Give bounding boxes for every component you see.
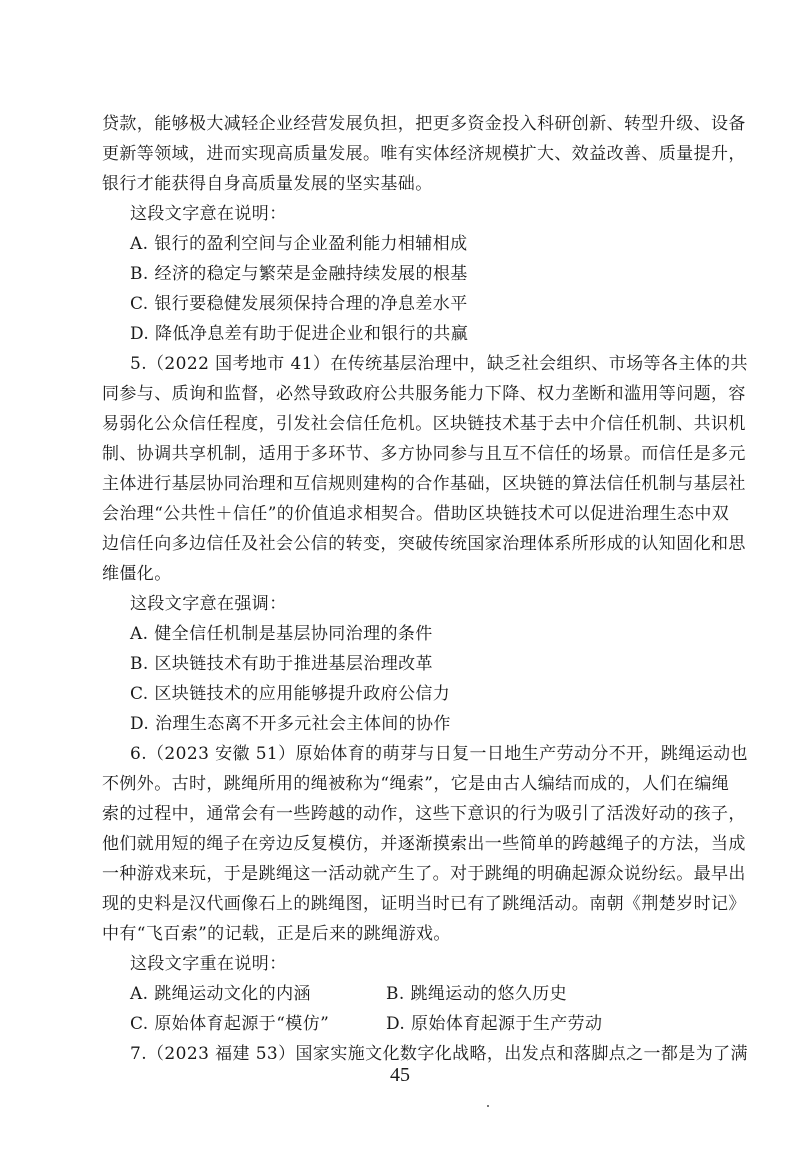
- paragraph-line: 边信任向多边信任及社会公信的转变，突破传统国家治理体系所形成的认知固化和思: [102, 534, 746, 554]
- option-d: D. 原始体育起源于生产劳动: [386, 1014, 603, 1034]
- option-d: D. 治理生态离不开多元社会主体间的协作: [130, 714, 451, 734]
- page-number: 45: [390, 1064, 410, 1086]
- paragraph-line: 贷款，能够极大减轻企业经营发展负担，把更多资金投入科研创新、转型升级、设备: [102, 114, 746, 134]
- paragraph-line: 主体进行基层协同治理和互信规则建构的合作基础，区块链的算法信任机制与基层社: [102, 474, 746, 494]
- question-header: 5.（2022 国考地市 41）在传统基层治理中，缺乏社会组织、市场等各主体的共: [130, 354, 748, 374]
- paragraph-line: 现的史料是汉代画像石上的跳绳图，证明当时已有了跳绳活动。南朝《荆楚岁时记》: [102, 894, 746, 914]
- paragraph-line: 制、协调共享机制，适用于多环节、多方协同参与且互不信任的场景。而信任是多元: [102, 444, 746, 464]
- question-prompt: 这段文字意在说明：: [130, 204, 287, 224]
- paragraph-line: 会治理“公共性＋信任”的价值追求相契合。借助区块链技术可以促进治理生态中双: [102, 504, 730, 524]
- option-a: A. 跳绳运动文化的内涵: [130, 984, 311, 1004]
- option-c: C. 银行要稳健发展须保持合理的净息差水平: [130, 294, 468, 314]
- paragraph-line: 易弱化公众信任程度，引发社会信任危机。区块链技术基于去中介信任机制、共识机: [102, 414, 746, 434]
- option-a: A. 健全信任机制是基层协同治理的条件: [130, 624, 433, 644]
- question-prompt: 这段文字意在强调：: [130, 594, 287, 614]
- option-b: B. 区块链技术有助于推进基层治理改革: [130, 654, 433, 674]
- paragraph-line: 更新等领域，进而实现高质量发展。唯有实体经济规模扩大、效益改善、质量提升，: [102, 144, 746, 164]
- scan-speck: [487, 1105, 489, 1107]
- paragraph-line: 银行才能获得自身高质量发展的坚实基础。: [102, 174, 433, 194]
- option-c: C. 区块链技术的应用能够提升政府公信力: [130, 684, 451, 704]
- option-b: B. 跳绳运动的悠久历史: [386, 984, 568, 1004]
- option-b: B. 经济的稳定与繁荣是金融持续发展的根基: [130, 264, 468, 284]
- question-prompt: 这段文字重在说明：: [130, 954, 287, 974]
- question-header: 7.（2023 福建 53）国家实施文化数字化战略，出发点和落脚点之一都是为了满: [130, 1044, 748, 1064]
- paragraph-line: 维僵化。: [102, 564, 172, 584]
- question-header: 6.（2023 安徽 51）原始体育的萌芽与日复一日地生产劳动分不开，跳绳运动也: [130, 744, 748, 764]
- option-a: A. 银行的盈利空间与企业盈利能力相辅相成: [130, 234, 468, 254]
- paragraph-line: 不例外。古时，跳绳所用的绳被称为“绳索”，它是由古人编结而成的，人们在编绳: [102, 774, 730, 794]
- paragraph-line: 一种游戏来玩，于是跳绳这一活动就产生了。对于跳绳的明确起源众说纷纭。最早出: [102, 864, 746, 884]
- option-c: C. 原始体育起源于“模仿”: [130, 1014, 330, 1034]
- paragraph-line: 索的过程中，通常会有一些跨越的动作，这些下意识的行为吸引了活泼好动的孩子，: [102, 804, 746, 824]
- option-d: D. 降低净息差有助于促进企业和银行的共赢: [130, 324, 469, 344]
- paragraph-line: 中有“飞百索”的记载，正是后来的跳绳游戏。: [102, 924, 451, 944]
- paragraph-line: 同参与、质询和监督，必然导致政府公共服务能力下降、权力垄断和滥用等问题，容: [102, 384, 746, 404]
- paragraph-line: 他们就用短的绳子在旁边反复模仿，并逐渐摸索出一些简单的跨越绳子的方法，当成: [102, 834, 746, 854]
